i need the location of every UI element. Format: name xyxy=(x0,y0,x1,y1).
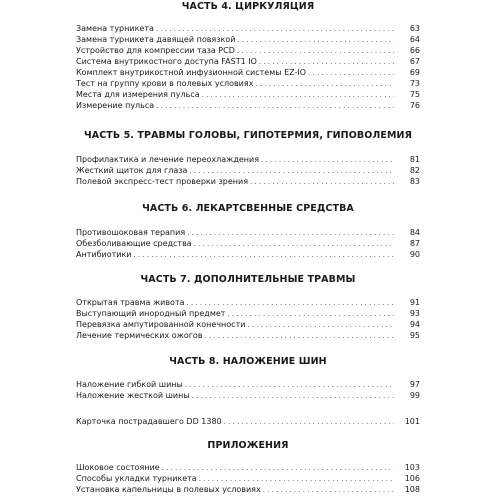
toc-entry-label: Замена турникета давящей повязкой xyxy=(76,35,236,44)
dot-leader xyxy=(237,46,394,57)
casualty-card-entry-group xyxy=(76,416,420,427)
toc-entry-page: 81 xyxy=(409,155,420,164)
toc-entry[interactable] xyxy=(76,330,420,341)
toc-entry-label: Наложение жесткой шины xyxy=(76,391,190,400)
section-entries-part-7 xyxy=(76,297,420,341)
toc-entry-page: 94 xyxy=(409,320,420,329)
dot-leader xyxy=(263,485,394,496)
toc-entry[interactable] xyxy=(76,319,420,330)
toc-entry[interactable] xyxy=(76,165,420,176)
section-entries-part-4 xyxy=(76,23,420,111)
dot-leader xyxy=(224,417,394,428)
section-title-part-6: ЧАСТЬ 6. ЛЕКАРТСВЕННЫЕ СРЕДСТВА xyxy=(142,203,354,214)
toc-entry[interactable] xyxy=(76,249,420,260)
toc-entry-page: 95 xyxy=(409,331,420,340)
toc-entry-label: Лечение термических ожогов xyxy=(76,331,203,340)
toc-entry-page: 93 xyxy=(409,309,420,318)
toc-entry[interactable] xyxy=(76,89,420,100)
dot-leader xyxy=(247,320,394,331)
dot-leader xyxy=(202,90,394,101)
toc-entry-page: 73 xyxy=(409,79,420,88)
dot-leader xyxy=(133,250,394,261)
toc-entry[interactable] xyxy=(76,176,420,187)
toc-entry-page: 64 xyxy=(409,35,420,44)
toc-entry[interactable] xyxy=(76,484,420,495)
section-title-part-4: ЧАСТЬ 4. ЦИРКУЛЯЦИЯ xyxy=(181,1,315,12)
toc-entry-page: 101 xyxy=(404,417,420,426)
section-entries-part-8 xyxy=(76,379,420,401)
toc-entry-label: Замена турникета xyxy=(76,24,154,33)
toc-entry-label: Полевой экспресс-тест проверки зрения xyxy=(76,177,249,186)
toc-entry-label: Устройство для компрессии таза PCD xyxy=(76,46,235,55)
toc-entry-label: Обезболивающие средства xyxy=(76,239,192,248)
toc-entry[interactable] xyxy=(76,78,420,89)
toc-entry-page: 83 xyxy=(409,177,420,186)
section-title-part-5: ЧАСТЬ 5. ТРАВМЫ ГОЛОВЫ, ГИПОТЕРМИЯ, ГИПОВОЛЕМИЯ xyxy=(83,130,413,141)
table-of-contents-page xyxy=(76,0,420,500)
dot-leader xyxy=(156,101,394,112)
dot-leader xyxy=(250,177,394,188)
toc-entry-page: 90 xyxy=(409,250,420,259)
dot-leader xyxy=(185,380,394,391)
section-title-part-8: ЧАСТЬ 8. НАЛОЖЕНИЕ ШИН xyxy=(169,356,327,367)
section-entries-part-5 xyxy=(76,154,420,187)
toc-entry[interactable] xyxy=(76,390,420,401)
toc-entry[interactable] xyxy=(76,45,420,56)
dot-leader xyxy=(227,309,394,320)
toc-entry-label: Измерение пульса xyxy=(76,101,155,110)
toc-entry-label: Комплект внутрикостной инфузионной системы EZ-IO xyxy=(76,68,307,77)
toc-entry-label: Тест на группу крови в полевых условиях xyxy=(76,79,254,88)
toc-entry-page: 87 xyxy=(409,239,420,248)
toc-entry[interactable] xyxy=(76,154,420,165)
dot-leader xyxy=(255,79,394,90)
dot-leader xyxy=(261,155,394,166)
section-entries-appendix xyxy=(76,462,420,495)
dot-leader xyxy=(192,391,394,402)
toc-entry[interactable] xyxy=(76,308,420,319)
toc-entry-page: 103 xyxy=(404,463,420,472)
toc-entry-label: Антибиотики xyxy=(76,250,132,259)
toc-entry-page: 106 xyxy=(404,474,420,483)
toc-entry-page: 91 xyxy=(409,298,420,307)
toc-entry-label: Способы укладки турникета xyxy=(76,474,197,483)
toc-entry-page: 99 xyxy=(409,391,420,400)
toc-entry-page: 69 xyxy=(409,68,420,77)
toc-entry[interactable] xyxy=(76,379,420,390)
toc-entry[interactable] xyxy=(76,297,420,308)
toc-entry-label: Открытая травма живота xyxy=(76,298,185,307)
section-entries-part-6 xyxy=(76,227,420,260)
toc-entry-label: Установка капельницы в полевых условиях xyxy=(76,485,261,494)
toc-entry[interactable] xyxy=(76,56,420,67)
toc-entry-label: Шоковое состояние xyxy=(76,463,160,472)
dot-leader xyxy=(308,68,394,79)
toc-entry-page: 66 xyxy=(409,46,420,55)
toc-entry-page: 75 xyxy=(409,90,420,99)
toc-entry-label: Карточка пострадавшего DD 1380 xyxy=(76,417,222,426)
dot-leader xyxy=(187,228,394,239)
toc-entry-page: 67 xyxy=(409,57,420,66)
toc-entry-page: 108 xyxy=(404,485,420,494)
toc-entry-page: 84 xyxy=(409,228,420,237)
toc-entry-label: Жесткий щиток для глаза xyxy=(76,166,188,175)
toc-entry-label: Выступающий инородный предмет xyxy=(76,309,226,318)
toc-entry-label: Профилактика и лечение переохлаждения xyxy=(76,155,260,164)
dot-leader xyxy=(205,331,394,342)
section-title-part-7: ЧАСТЬ 7. ДОПОЛНИТЕЛЬНЫЕ ТРАВМЫ xyxy=(140,274,356,285)
toc-entry[interactable] xyxy=(76,34,420,45)
toc-entry-label: Места для измерения пульса xyxy=(76,90,200,99)
toc-entry[interactable] xyxy=(76,100,420,111)
toc-entry-label: Система внутрикостного доступа FAST1 IO xyxy=(76,57,257,66)
toc-entry-label: Противошоковая терапия xyxy=(76,228,186,237)
dot-leader xyxy=(194,239,394,250)
toc-entry[interactable] xyxy=(76,238,420,249)
dot-leader xyxy=(237,35,394,46)
toc-entry-page: 63 xyxy=(409,24,420,33)
toc-entry[interactable] xyxy=(76,462,420,473)
toc-entry-page: 97 xyxy=(409,380,420,389)
toc-entry-label: Наложение гибкой шины xyxy=(76,380,183,389)
toc-entry[interactable] xyxy=(76,23,420,34)
toc-entry[interactable] xyxy=(76,227,420,238)
toc-entry-page: 82 xyxy=(409,166,420,175)
section-title-appendix: ПРИЛОЖЕНИЯ xyxy=(207,440,289,451)
toc-entry[interactable] xyxy=(76,67,420,78)
toc-entry-casualty-card[interactable] xyxy=(76,416,420,427)
toc-entry[interactable] xyxy=(76,473,420,484)
toc-entry-label: Перевязка ампутированной конечности xyxy=(76,320,246,329)
toc-entry-page: 76 xyxy=(409,101,420,110)
